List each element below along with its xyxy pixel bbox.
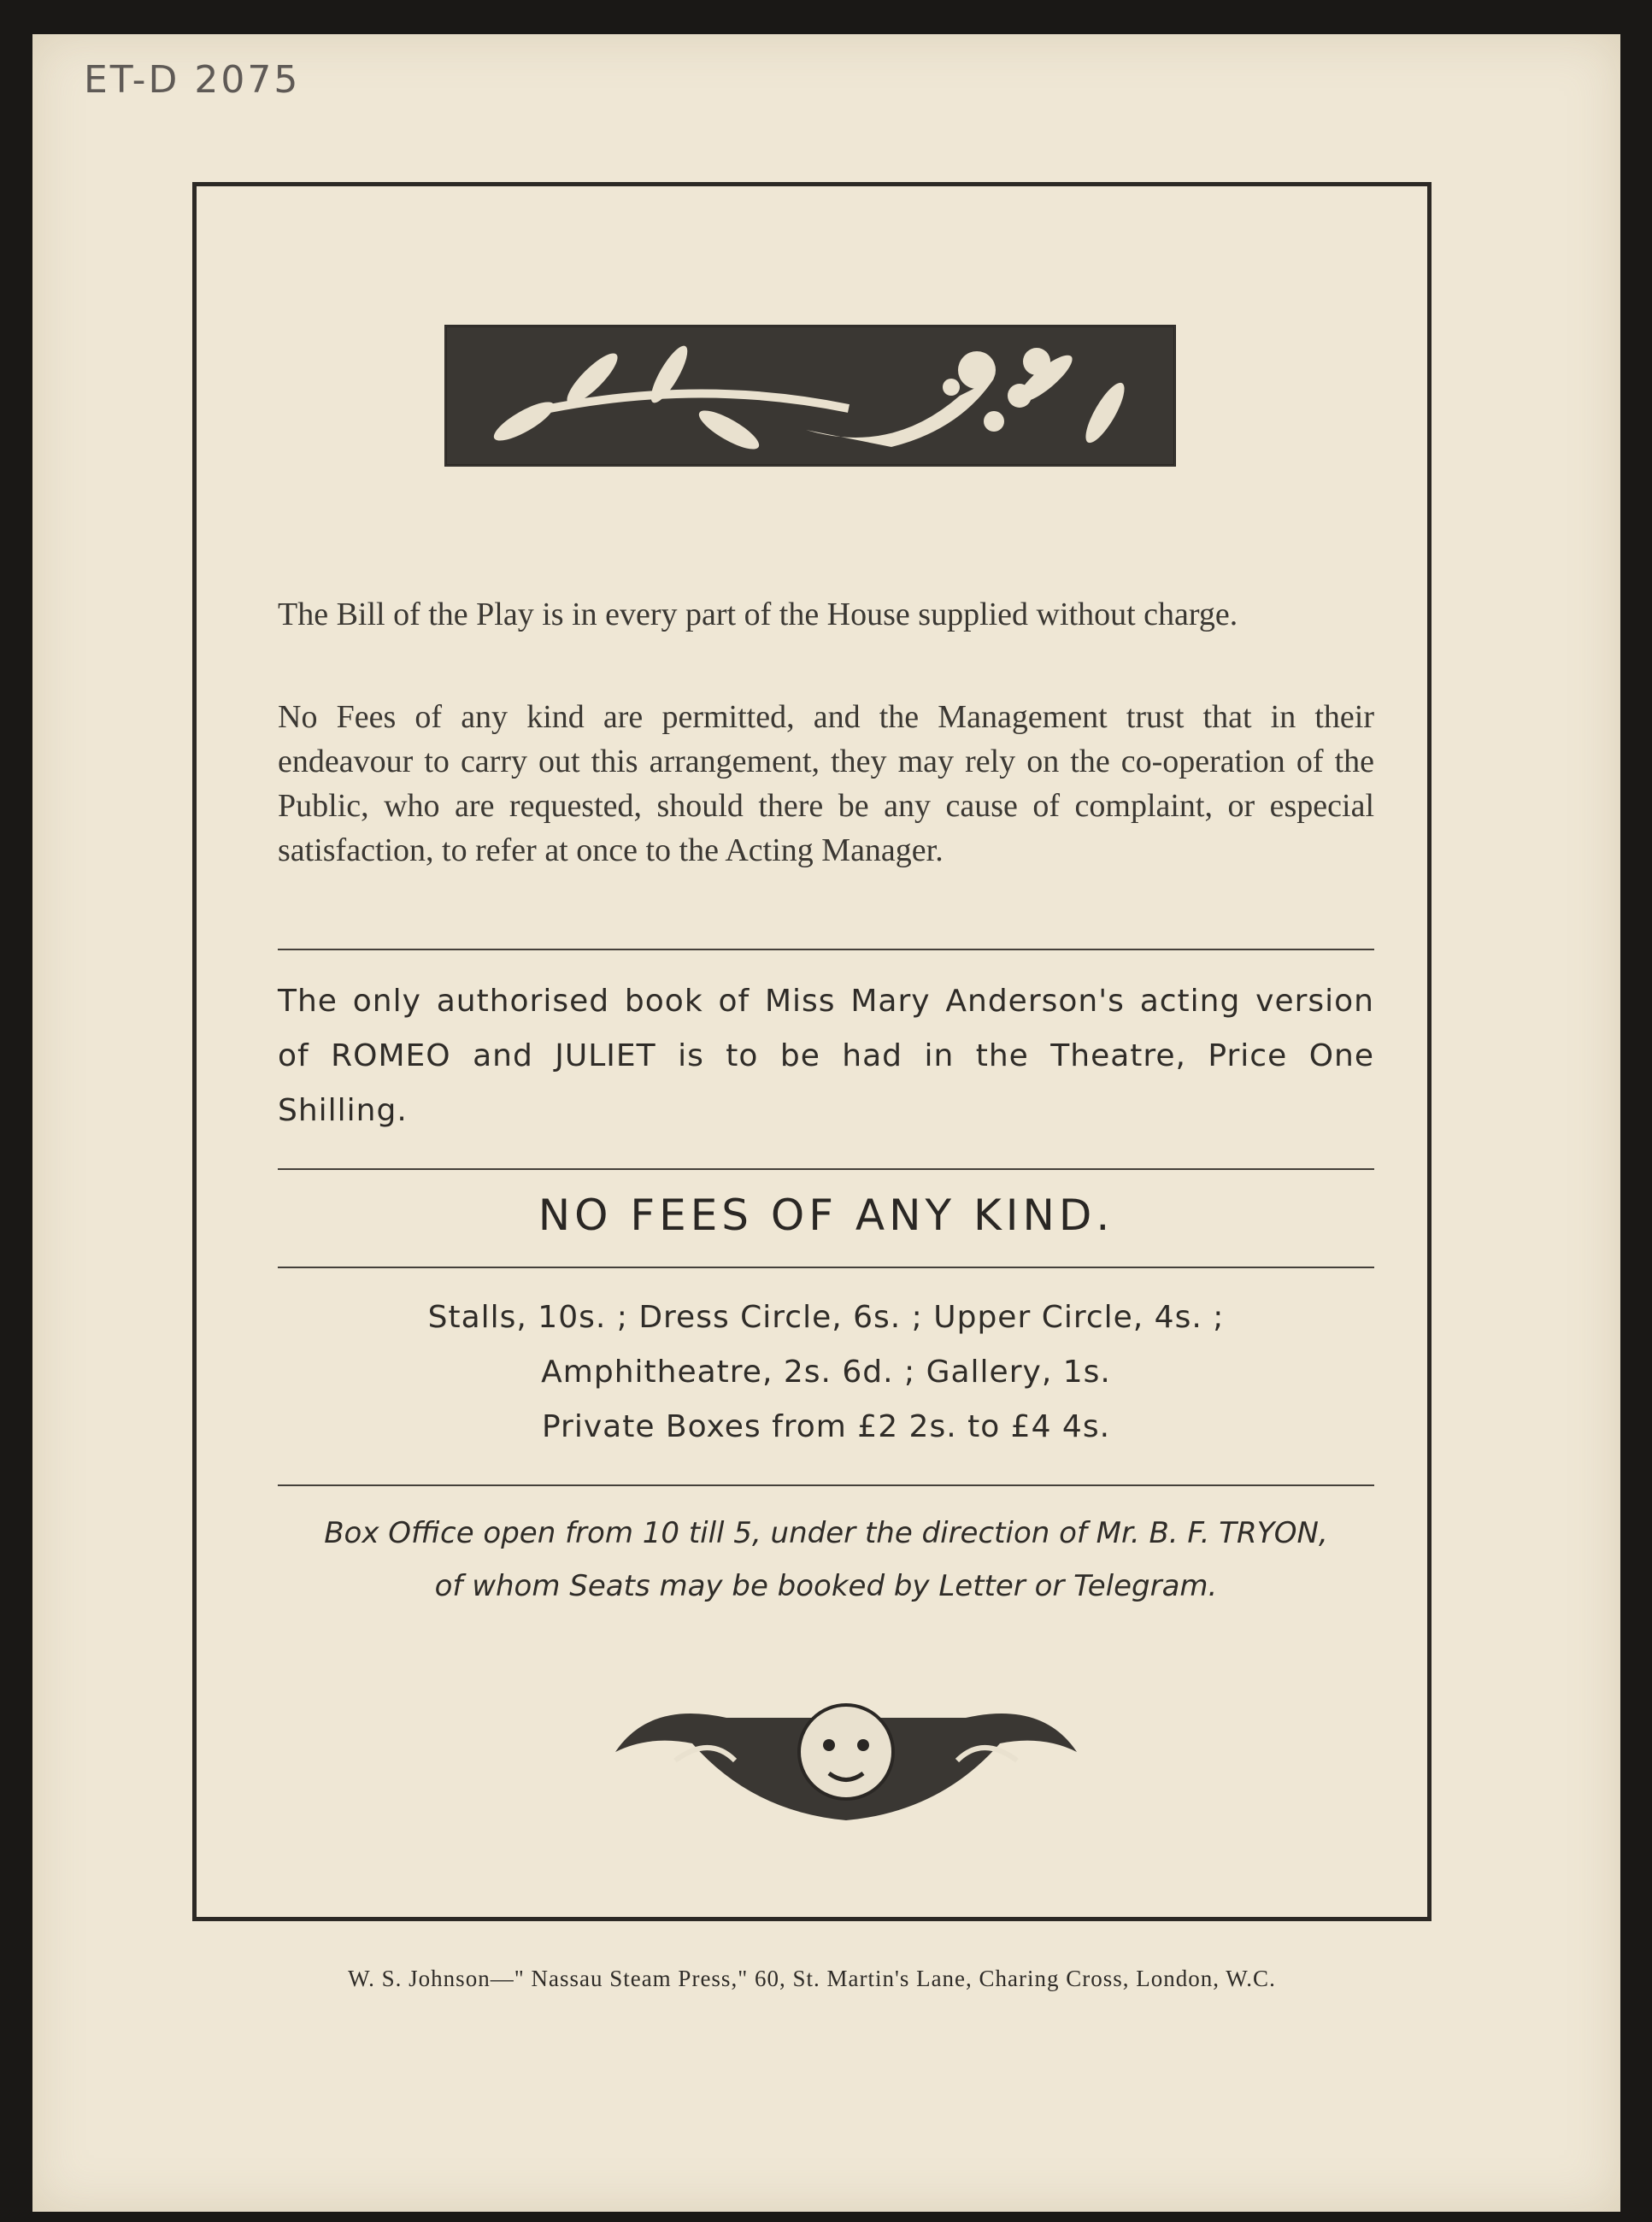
- divider: [278, 1168, 1374, 1170]
- catalog-mark: ET-D 2075: [84, 58, 301, 102]
- no-fees-heading: NO FEES OF ANY KIND.: [538, 1190, 1114, 1240]
- box-office-line: of whom Seats may be booked by Letter or Telegram.: [434, 1569, 1218, 1603]
- divider: [278, 1267, 1374, 1268]
- price-list: [278, 1290, 1374, 1455]
- lion-mask-ornament-icon: [598, 1684, 1094, 1829]
- fees-paragraph: No Fees of any kind are permitted, and the Management trust that in their endeavour to carry out this arrangement, they may rely on the co-operation of the Public, who are requested, should there be any cause of complaint, or especial satisfaction, to refer at once to the Acting Manager.: [278, 699, 1374, 868]
- box-office-notice: [278, 1507, 1374, 1613]
- divider: [278, 1484, 1374, 1486]
- box-office-line: Box Office open from 10 till 5, under the direction of Mr. B. F. TRYON,: [324, 1516, 1328, 1550]
- price-line: Stalls, 10s. ; Dress Circle, 6s. ; Upper Circle, 4s. ;: [427, 1300, 1225, 1335]
- bill-paragraph: The Bill of the Play is in every part of the House supplied without charge.: [278, 597, 1238, 632]
- price-line: Private Boxes from £2 2s. to £4 4s.: [541, 1409, 1111, 1444]
- price-line: Amphitheatre, 2s. 6d. ; Gallery, 1s.: [541, 1355, 1111, 1390]
- book-notice: The only authorised book of Miss Mary Anderson's acting version of ROMEO and JULIET is to be had in the Theatre, Price One Shilling.: [278, 984, 1374, 1128]
- printer-imprint: W. S. Johnson—" Nassau Steam Press," 60, St. Martin's Lane, Charing Cross, London, W.C.: [348, 1966, 1276, 1991]
- divider: [278, 949, 1374, 950]
- cornucopia-banner-icon: [444, 325, 1176, 467]
